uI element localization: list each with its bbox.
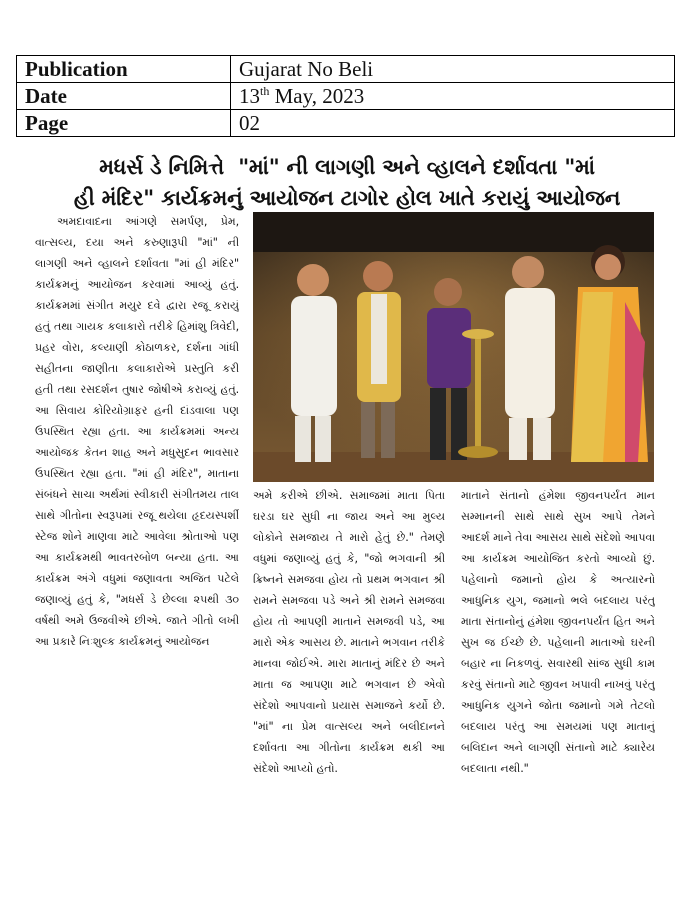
article-headline: [16, 152, 678, 214]
article-column-3: [461, 485, 655, 851]
headline-line-2: હી મંદિર" કાર્યક્રમનું આયોજન ટાગોર હોલ ખાતે કરાયું આયોજન: [73, 186, 621, 210]
article-column-2: [253, 485, 445, 851]
date-suffix: th: [260, 84, 270, 98]
event-photo: [253, 212, 654, 482]
publication-label: Publication: [17, 56, 231, 83]
date-label: Date: [17, 83, 231, 110]
publication-value: Gujarat No Beli: [231, 56, 675, 83]
date-rest: May, 2023: [269, 84, 365, 108]
page-row: [17, 110, 675, 137]
article-column-1-text: અમદાવાદના આંગણે સમર્પણ, પ્રેમ, વાત્સલ્ય, દયા અને કરુણારૂપી "માં" ની લાગણી અને વ્હાલને દર્શાવતા "માં હી મંદિર" કાર્યક્રમનું આયોજન કરવામાં આવ્યું હતું. કાર્યક્રમમાં સંગીત મયુર દવે દ્વારા રજૂ કરાયું હતું તથા ગાયક કલાકારો તરીકે હિમાંશુ ત્રિવેદી, પ્રહર વોરા, કલ્યાણી કોઠાળકર, દર્શના ગાંધી સહીતના જાણીતા કલાકારોએ પ્રસ્તુતિ કરી હતી તથા રસદર્શન તુષાર જોષીએ કરાવ્યું હતું. આ સિવાય કોરિયોગ્રાફર હની દાંડવાલા પણ ઉપસ્થિત રહ્યા હતા. આ કાર્યક્રમમાં અન્ય આયોજક કેતન શાહ અને મધુસુદન ભાવસાર ઉપસ્થિત રહ્યા હતા. "માં હી મંદિર", માતાના સંબંધને સાચા અર્થમાં સ્વીકારી સંગીતમય તાલ સાથે ગીતોના સ્વરૂપમાં રજૂ થયેલા હૃદયસ્પર્શી સ્ટેજ શોને માણવા માટે આવેલા શ્રોતાઓ પણ આ કાર્યક્રમથી ભાવતરબોળ બન્યા હતા. આ કાર્યક્રમ અંગે વધુમાં જણાવતા અજિત પટેલે જણાવ્યું હતું કે, "મધર્સ ડે છેલ્લા ૨૫થી ૩૦ વર્ષથી અમે ઉજવીએ છીએ. જાતે ગીતો લખી આ પ્રકારે નિઃશુલ્ક કાર્યક્રમનું આયોજન: [35, 215, 239, 648]
date-row: [17, 83, 675, 110]
date-day: 13: [239, 84, 260, 108]
article-column-1: [35, 211, 239, 851]
headline-line-1: મધર્સ ડે નિમિત્તે "માં" ની લાગણી અને વ્હાલને દર્શાવતા "માં: [99, 155, 595, 179]
article-column-2-text: અમે કરીએ છીએ. સમાજમાં માતા પિતા ઘરડા ઘર સુધી ના જાય અને આ મુલ્ય લોકોને સમજાય તે મારો હેતું છે." તેમણે વધુમાં જણાવ્યું હતું કે, "જો ભગવાની શ્રી ક્રિષ્નને સમજવા હોય તો પ્રથમ ભગવાન શ્રી રામને સમજવા પડે અને શ્રી રામને સમજવા હોય તો આપણી માતાને સમજવી પડે, આ મારો એક આસય છે. માતાને ભગવાન તરીકે માનવા જોઈએ. મારા માતાનું મંદિર છે અને માતા જ આપણા માટે ભગવાન છે એવો સંદેશો આપવાનો પ્રયાસ સમાજને કર્યો છે. "માં" ના પ્રેમ વાત્સલ્ય અને બલીદાનને દર્શાવતા આ ગીતોના કાર્યક્રમ થકી આ સંદેશો આપ્યો હતો.: [253, 489, 445, 775]
date-value: [231, 83, 675, 110]
publication-info-table: [16, 55, 675, 137]
event-photo-illustration: [253, 212, 654, 482]
page-label: Page: [17, 110, 231, 137]
publication-row: [17, 56, 675, 83]
article-column-3-text: માતાને સંતાનો હંમેશા જીવનપર્યંત માન સમ્માનની સાથે સાથે સુખ આપે તેમને આદર્શ માને તેવા આસય સાથે સંદેશો આપવા આ કાર્યક્રમ આયોજિત કરતો આવ્યો છું. પહેલાનો જમાનો હોય કે અત્યારનો આધુનિક યુગ, જમાનો ભલે બદલાય પરંતુ માતા સંતાનોનું હંમેશા જીવનપર્યંત હિત અને સુખ જ ઈચ્છે છે. પહેલાની માતાઓ ઘરની બહાર ના નિકળવું. સવારથી સાંજ સુધી કામ કરવું સંતાનો માટે જીવન ખપાવી નાખવું પરંતુ આધુનિક યુગને જોતા જમાનો ગમે તેટલો બદલાય પરંતુ આ સમયમાં પણ માતાનું બલિદાન અને લાગણી સંતાનો માટે ક્યારેય બદલાતા નથી.": [461, 489, 655, 775]
page-value: 02: [231, 110, 675, 137]
